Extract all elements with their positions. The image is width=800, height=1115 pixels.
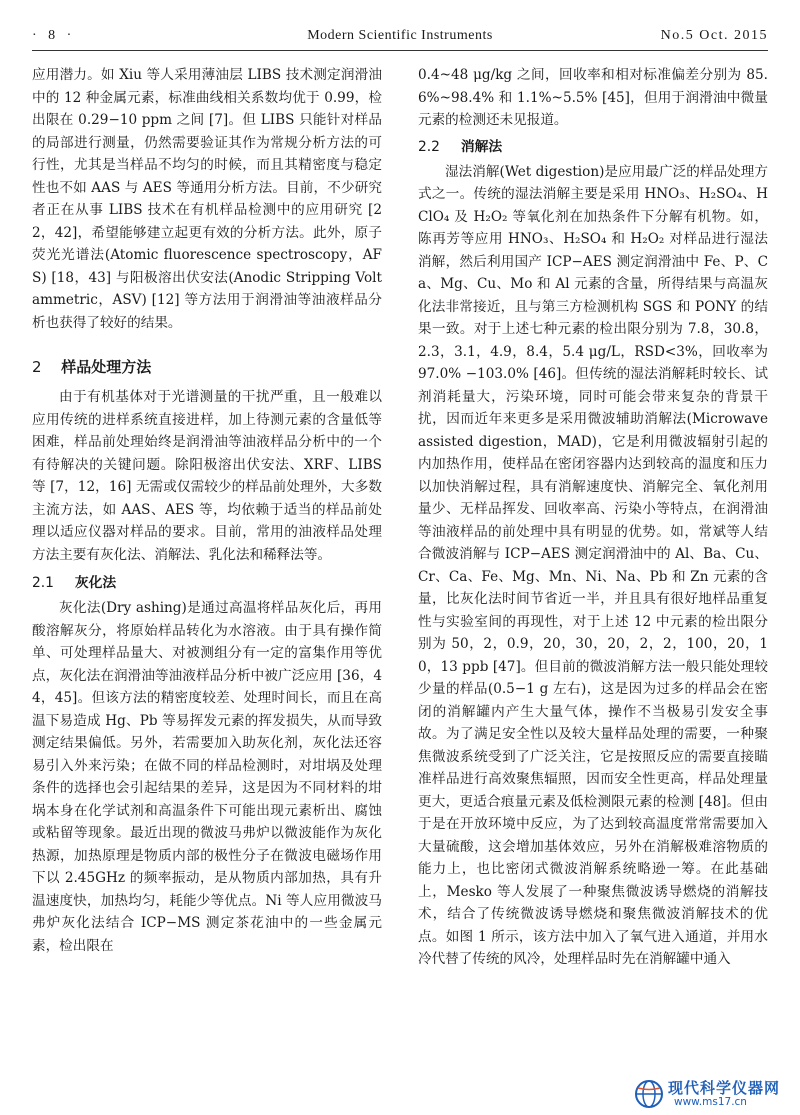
watermark-url: www.ms17.cn [674,1096,747,1108]
left-column [32,64,382,957]
paragraph-sample-processing: 由于有机基体对于光谱测量的干扰严重，且一般难以应用传统的进样系统直接进样，加上待测元素的含量低等困难，样品前处理始终是润滑油等油液样品分析中的一个有待解决的关键问题。除阳极溶出伏安法、XRF、LIBS 等 [7，12，16] 无需或仅需较少的样品前处理外，大多数主流方法，如 AAS、AES 等，均依赖于适当的样品前处理以适应仪器对样品的要求。目前，常用的油液样品处理方法主要有灰化法、消解法、乳化法和稀释法等。 [32,389,382,563]
journal-name: Modern Scientific Instruments [307,28,493,43]
running-header [32,24,768,51]
section-number: 2 [32,358,42,376]
globe-logo-icon [634,1079,664,1109]
section-title: 样品处理方法 [61,358,152,376]
paragraph-dry-ashing: 灰化法(Dry ashing)是通过高温将样品灰化后，再用酸溶解灰分，将原始样品转化为水溶液。由于具有操作简单、可处理样品量大、对被测组分有一定的富集作用等优点，灰化法在润滑油等油液样品分析中被广泛应用 [36，44，45]。但该方法的精密度较差、处理时间长，而且在高温下易造成 Hg、Pb 等易挥发元素的挥发损失，从而导致测定结果偏低。另外，若需要加入助灰化剂，灰化法还容易引入外来污染；在做不同的样品检测时，对坩埚及处理条件的选择也会引起结果的差异，这是因为不同材料的坩埚本身在化学试剂和高温条件下可能出现元素析出、腐蚀或粘留等现象。最近出现的微波马弗炉以微波能作为灰化热源，加热原理是物质内部的极性分子在微波电磁场作用下以 2.45GHz 的频率振动，是从物质内部加热，具有升温速度快，加热均匀，耗能少等优点。Ni 等人应用微波马弗炉灰化法结合 ICP−MS 测定茶花油中的一些金属元素，检出限在 [32,600,382,954]
subsection-number: 2.2 [418,138,440,155]
right-column [418,64,768,971]
paragraph-continued: 应用潜力。如 Xiu 等人采用薄油层 LIBS 技术测定润滑油中的 12 种金属元素，标准曲线相关系数均优于 0.99，检出限在 0.29−10 ppm 之间 [7]。但 LIBS 只能针对样品的局部进行测量，仍然需要验证其作为常规分析方法的可行性，尤其是当样品不均匀的时候，而且其精密度与稳定性也不如 AAS 与 AES 等通用分析方法。目前，不少研究者正在从事 LIBS 技术在有机样品检测中的应用研究 [22，42]，希望能够建立起更有效的分析方法。此外，原子荧光光谱法(Atomic fluorescence spectroscopy，AFS) [18，43] 与阳极溶出伏安法(Anodic Stripping Voltammetric，ASV) [12] 等方法用于润滑油等油液样品分析也获得了较好的结果。 [32,67,382,331]
subsection-title: 消解法 [460,138,503,155]
issue-info: No.5 Oct. 2015 [660,28,768,43]
page-number: · 8 · [32,28,76,43]
subsection-number: 2.1 [32,575,54,591]
subsection-heading-2-2 [418,136,768,158]
site-watermark [634,1075,794,1111]
watermark-text: 现代科学仪器网 [668,1079,781,1097]
subsection-title: 灰化法 [74,575,117,591]
subsection-heading-2-1 [32,572,382,594]
section-heading-2 [32,356,382,378]
paragraph-wet-digestion: 湿法消解(Wet digestion)是应用最广泛的样品处理方式之一。传统的湿法消解主要是采用 HNO₃、H₂SO₄、HClO₄ 及 H₂O₂ 等氧化剂在加热条件下分解有机物。如，陈再芳等应用 HNO₃、H₂SO₄ 和 H₂O₂ 对样品进行湿法消解，然后利用国产 ICP−AES 测定润滑油中 Fe、P、Ca、Mg、Cu、Mo 和 Al 元素的含量，所得结果与高温灰化法非常接近，且与第三方检测机构 SGS 和 PONY 的结果一致。对于上述七种元素的检出限分别为 7.8，30.8，2.3，3.1，4.9，8.4，5.4 μg/L，RSD<3%，回收率为 97.0% −103.0% [46]。但传统的湿法消解耗时较长、试剂消耗量大，污染环境，同时可能会带来复杂的背景干扰，因而近年来更多是采用微波辅助消解法(Microwave assisted digestion，MAD)，它是利用微波辐射引起的内加热作用，使样品在密闭容器内达到较高的温度和压力以加快消解过程，具有消解速度快、消解完全、氧化剂用量少、无样品挥发、回收率高、污染小等特点，在润滑油等油液样品的前处理中具有明显的优势。如，常斌等人结合微波消解与 ICP−AES 测定润滑油中的 Al、Ba、Cu、Cr、Ca、Fe、Mg、Mn、Ni、Na、Pb 和 Zn 元素的含量，比灰化法时间节省近一半，并且具有很好地样品重复性与实验室间的再现性，对于上述 12 中元素的检出限分别为 50，2，0.9，20，30，20，2，2，100，20，10，13 ppb [47]。但目前的微波消解方法一般只能处理较少量的样品(0.5−1 g 左右)，这是因为过多的样品会在密闭的消解罐内产生大量气体，操作不当极易引发安全事故。为了满足安全性以及较大量样品处理的需要，一种聚焦微波系统受到了广泛关注，它是按照反应的需要直接瞄准样品进行高效聚焦辐照，因而安全性更高，样品处理量更大，更适合痕量元素及低检测限元素的检测 [48]。但由于是在开放环境中反应，为了达到较高温度常常需要加入大量硫酸，这会增加基体效应，另外在消解极难溶物质的能力上，也比密闭式微波消解系统略逊一筹。在此基础上，Mesko 等人发展了一种聚焦微波诱导燃烧的消解技术，结合了传统微波诱导燃烧和聚焦微波消解技术的优点。如图 1 所示，该方法中加入了氧气进入通道，并用水冷代替了传统的风冷，处理样品时先在消解罐中通入 [418,163,768,967]
paragraph-continued-right: 0.4~48 μg/kg 之间，回收率和相对标准偏差分别为 85.6%~98.4% 和 1.1%~5.5% [45]，但用于润滑油中微量元素的检测还未见报道。 [418,67,768,128]
